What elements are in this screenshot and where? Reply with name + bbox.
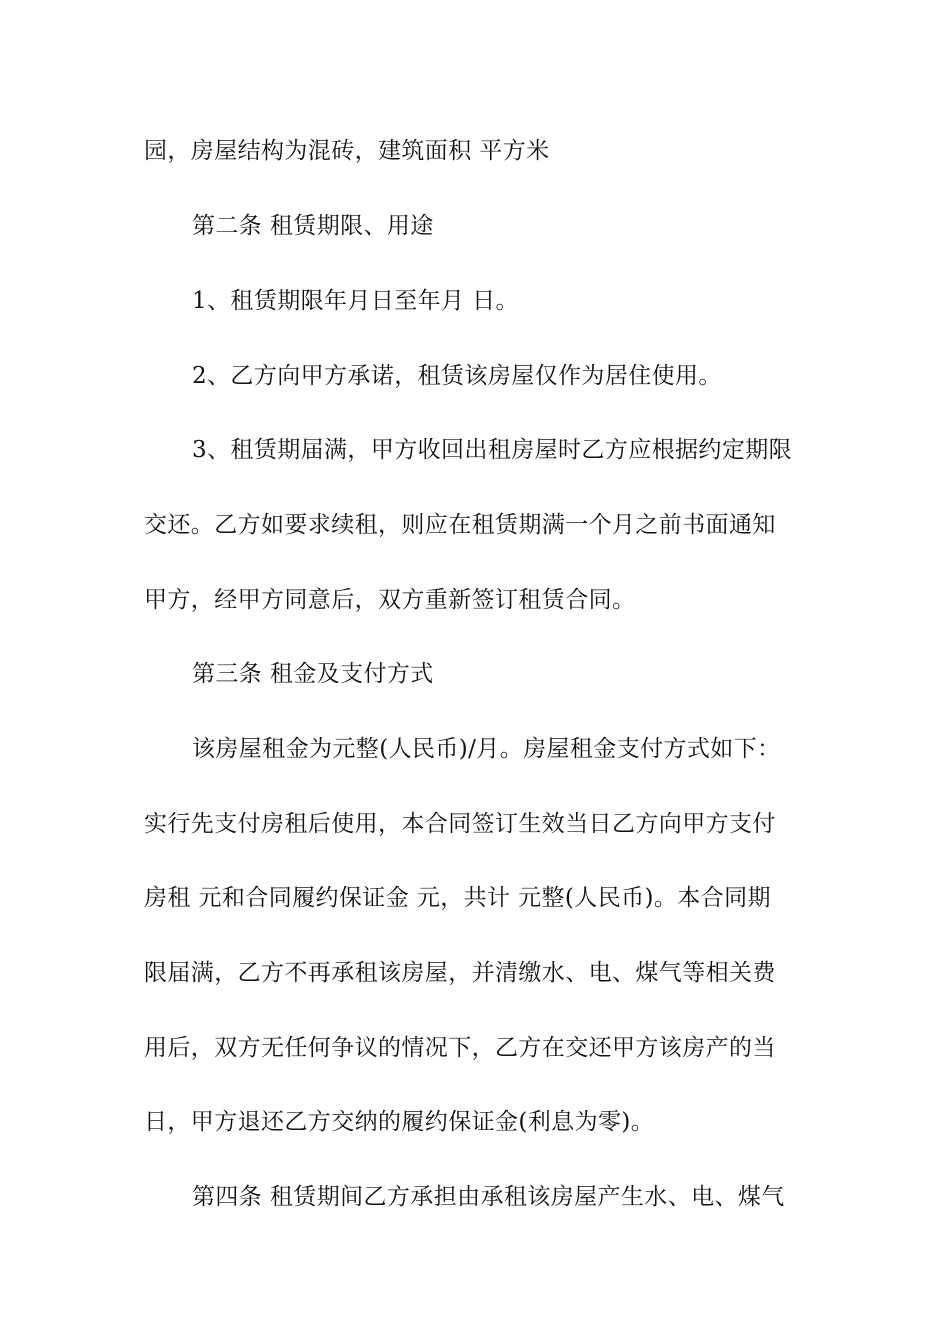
article-heading: 第三条 租金及支付方式	[192, 661, 434, 687]
text-line: 限届满，乙方不再承租该房屋，并清缴水、电、煤气等相关费	[144, 960, 776, 986]
text-line: 实行先支付房租后使用，本合同签订生效当日乙方向甲方支付	[144, 811, 776, 837]
text-line: 交还。乙方如要求续租，则应在租赁期满一个月之前书面通知	[144, 512, 776, 538]
text-line: 甲方，经甲方同意后，双方重新签订租赁合同。	[144, 587, 636, 613]
text-line: 房租 元和合同履约保证金 元，共计 元整(人民币)。本合同期	[144, 885, 771, 911]
article-heading: 第四条 租赁期间乙方承担由承租该房屋产生水、电、煤气	[192, 1184, 785, 1210]
text-line: 日，甲方退还乙方交纳的履约保证金(利息为零)。	[144, 1109, 655, 1135]
text-line: 2、乙方向甲方承诺，租赁该房屋仅作为居住使用。	[192, 363, 722, 389]
article-heading: 第二条 租赁期限、用途	[192, 213, 434, 239]
text-line: 用后，双方无任何争议的情况下，乙方在交还甲方该房产的当	[144, 1035, 776, 1061]
text-line: 3、租赁期届满，甲方收回出租房屋时乙方应根据约定期限	[192, 437, 793, 463]
text-line: 1、租赁期限年月日至年月 日。	[192, 288, 519, 314]
text-line: 该房屋租金为元整(人民币)/月。房屋租金支付方式如下：	[192, 736, 781, 762]
text-line: 园，房屋结构为混砖，建筑面积 平方米	[144, 138, 550, 164]
